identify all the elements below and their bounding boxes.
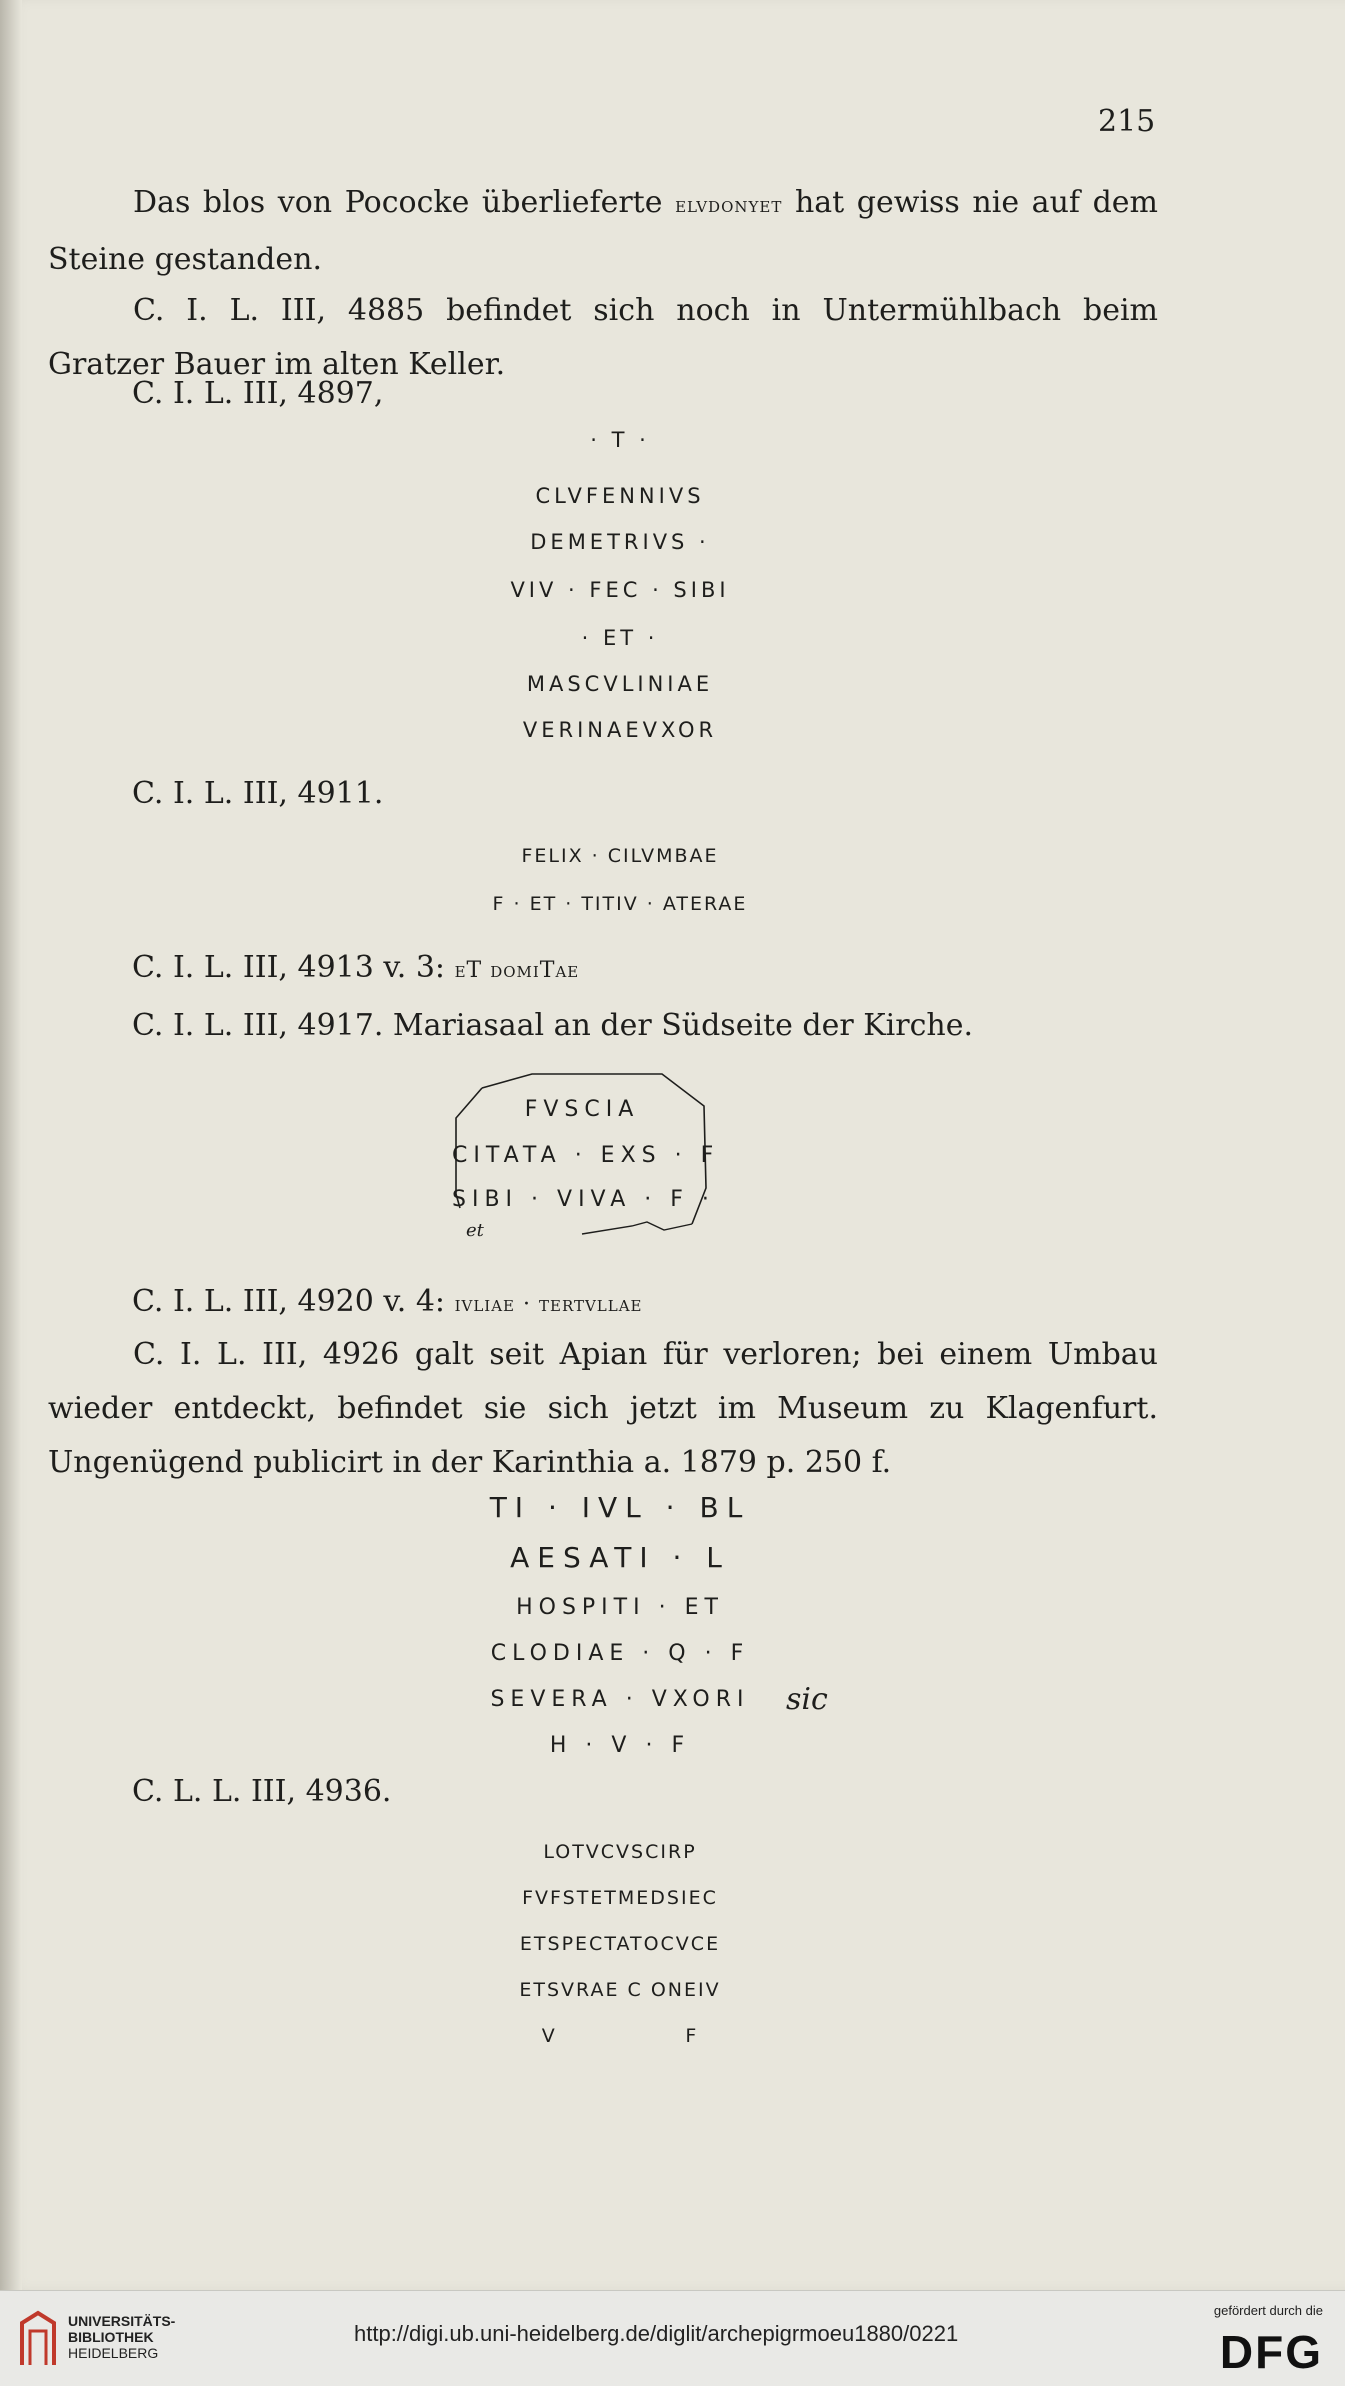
inscription-line: DEMETRIVS · [530, 530, 710, 554]
reference-text: C. I. L. III, 4920 v. 4: [132, 1284, 455, 1319]
inscription-line: ETSVRAE C ONEIV [519, 1979, 721, 2001]
library-name-line: UNIVERSITÄTS- [68, 2313, 176, 2329]
reference-4911: C. I. L. III, 4911. [132, 776, 384, 811]
inscription-line: LOTVCVSCIRP [543, 1841, 697, 1863]
library-name-line: HEIDELBERG [68, 2345, 159, 2361]
inscription-line: H · V · F [549, 1733, 691, 1758]
inscription-line: VERINAEVXOR [522, 718, 718, 742]
inscription-line: ETSPECTATOCVCE [519, 1933, 721, 1955]
small-caps-reading: ivliae · tertvllae [454, 1292, 643, 1317]
inscription-line: AESATI · L [510, 1541, 730, 1574]
inscription-line: · T · [590, 428, 650, 452]
library-name-line: BIBLIOTHEK [68, 2329, 154, 2345]
inscription-line: HOSPITI · ET [516, 1595, 724, 1620]
paragraph-4885: C. I. L. III, 4885 befindet sich noch in Untermühlbach beim Gratzer Bauer im alten Keller. [48, 293, 1158, 382]
page-gutter-shadow [0, 0, 22, 2290]
digitization-footer [0, 2290, 1345, 2386]
paragraph-4926: C. I. L. III, 4926 galt seit Apian für verloren; bei einem Umbau wieder entdeckt, befindet sie sich jetzt im Museum zu Klagenfurt. Ungenügend publicirt in der Karinthia a. 1879 p. 250 f. [48, 1337, 1158, 1480]
reference-4917: C. I. L. III, 4917. Mariasaal an der Südseite der Kirche. [132, 1008, 973, 1043]
editorial-note-et: et [466, 1220, 484, 1241]
paragraph-text: Das blos von Pococke überlieferte [133, 185, 676, 220]
inscription-line: VIV · FEC · SIBI [510, 578, 730, 602]
inscription-line: FVFSTETMEDSIEC [522, 1887, 718, 1909]
reference-4897: C. I. L. III, 4897, [132, 376, 384, 411]
funding-note: gefördert durch die [1213, 2303, 1323, 2318]
inscription-line: CLODIAE · Q · F [490, 1641, 750, 1666]
inscription-line: SEVERA · VXORI [490, 1687, 750, 1712]
inscription-4917-fragment [442, 1068, 742, 1241]
dfg-logo: DFG [1219, 2326, 1323, 2378]
inscription-line: CLVFENNIVS [535, 484, 705, 508]
reference-text: C. I. L. III, 4913 v. 3: [132, 950, 455, 985]
inscription-line: V F [541, 2025, 699, 2047]
reference-4936: C. L. L. III, 4936. [132, 1774, 392, 1809]
small-caps-word: elvdonyet [675, 193, 783, 218]
library-logo-icon [18, 2309, 58, 2369]
library-name [68, 2313, 175, 2361]
paragraph-pococke [48, 176, 1158, 287]
permalink-link[interactable]: http://digi.ub.uni-heidelberg.de/diglit/archepigrmoeu1880/0221 [354, 2321, 959, 2346]
inscription-line: F · ET · TITIV · ATERAE [492, 893, 748, 915]
small-caps-reading: eT domiTae [454, 958, 580, 983]
inscription-line: SIBI · VIVA · F · [452, 1187, 715, 1212]
inscription-line: MASCVLINIAE [526, 672, 714, 696]
inscription-line: TI · IVL · BL [489, 1491, 751, 1524]
editorial-note-sic: sic [786, 1682, 828, 1717]
page-number: 215 [1098, 104, 1156, 139]
reference-4920 [132, 1282, 643, 1325]
inscription-line: · ET · [581, 626, 659, 650]
inscription-line: FVSCIA [524, 1097, 640, 1122]
paragraph-text: hat gewiss nie auf dem Steine gestanden. [48, 185, 1158, 277]
reference-4913 [132, 948, 579, 991]
inscription-line: FELIX · CILVMBAE [521, 845, 719, 867]
inscription-line: CITATA · EXS · F [452, 1143, 720, 1168]
